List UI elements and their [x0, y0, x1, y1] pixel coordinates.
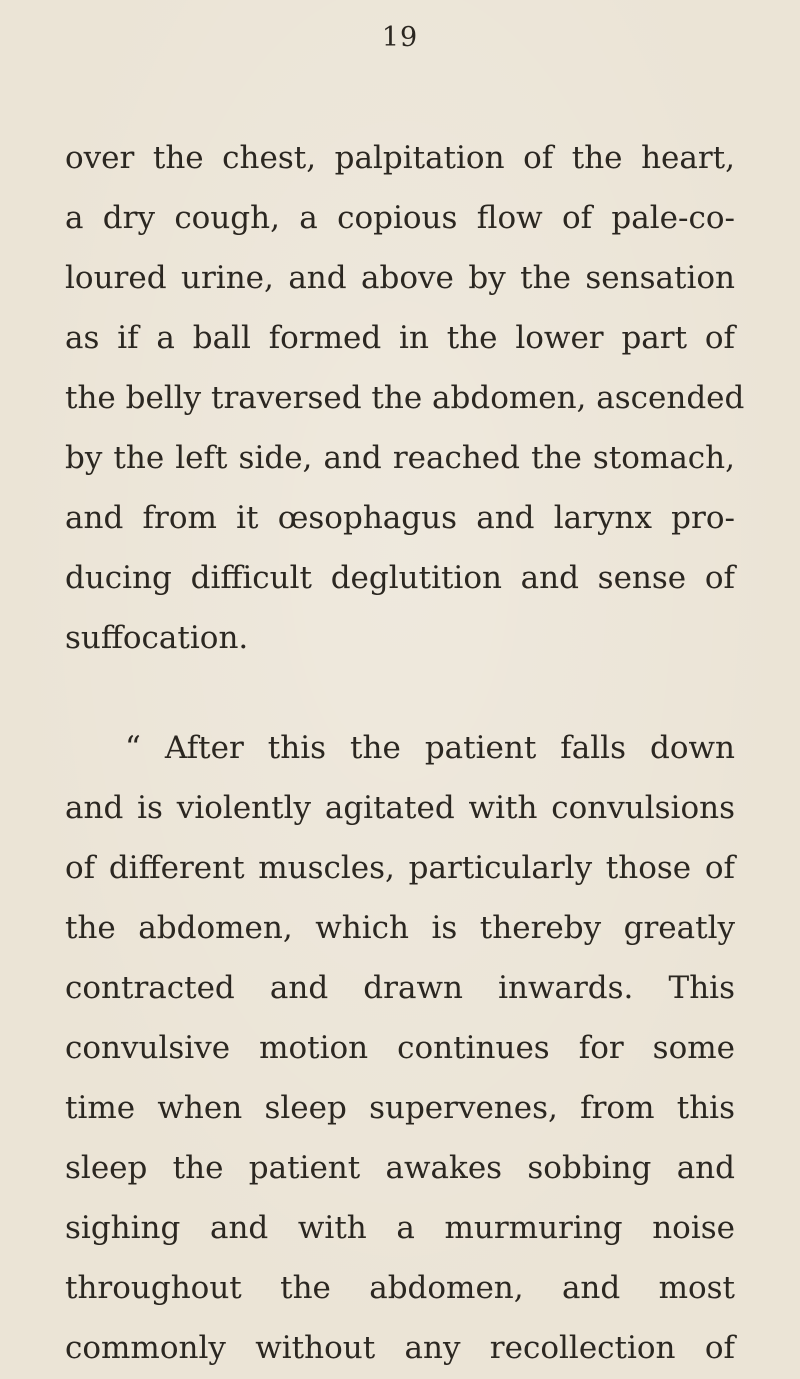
page-number: 19 [381, 22, 419, 53]
text-line: throughout the abdomen, and most [65, 1270, 735, 1306]
text-line: ducing difficult deglutition and sense of [65, 560, 735, 596]
text-line: the abdomen, which is thereby greatly [65, 910, 735, 946]
text-line: time when sleep supervenes, from this [65, 1090, 735, 1126]
text-line: the belly traversed the abdomen, ascended [65, 380, 745, 416]
text-line: sleep the patient awakes sobbing and [65, 1150, 735, 1186]
text-line: suffocation. [65, 620, 249, 656]
text-line: and is violently agitated with convulsions [65, 790, 735, 826]
text-line: “ After this the patient falls down [125, 730, 735, 766]
text-line: commonly without any recollection of [65, 1330, 735, 1366]
text-line: by the left side, and reached the stomach, [65, 440, 735, 476]
text-line: a dry cough, a copious flow of pale-co- [65, 200, 735, 236]
text-line: loured urine, and above by the sensation [65, 260, 735, 296]
text-line: contracted and drawn inwards. This [65, 970, 735, 1006]
text-line: and from it œsophagus and larynx pro- [65, 500, 735, 536]
text-line: of different muscles, particularly those of [65, 850, 735, 886]
text-line: as if a ball formed in the lower part of [65, 320, 735, 356]
text-line: convulsive motion continues for some [65, 1030, 735, 1066]
text-line: over the chest, palpitation of the heart, [65, 140, 735, 176]
text-line: sighing and with a murmuring noise [65, 1210, 735, 1246]
